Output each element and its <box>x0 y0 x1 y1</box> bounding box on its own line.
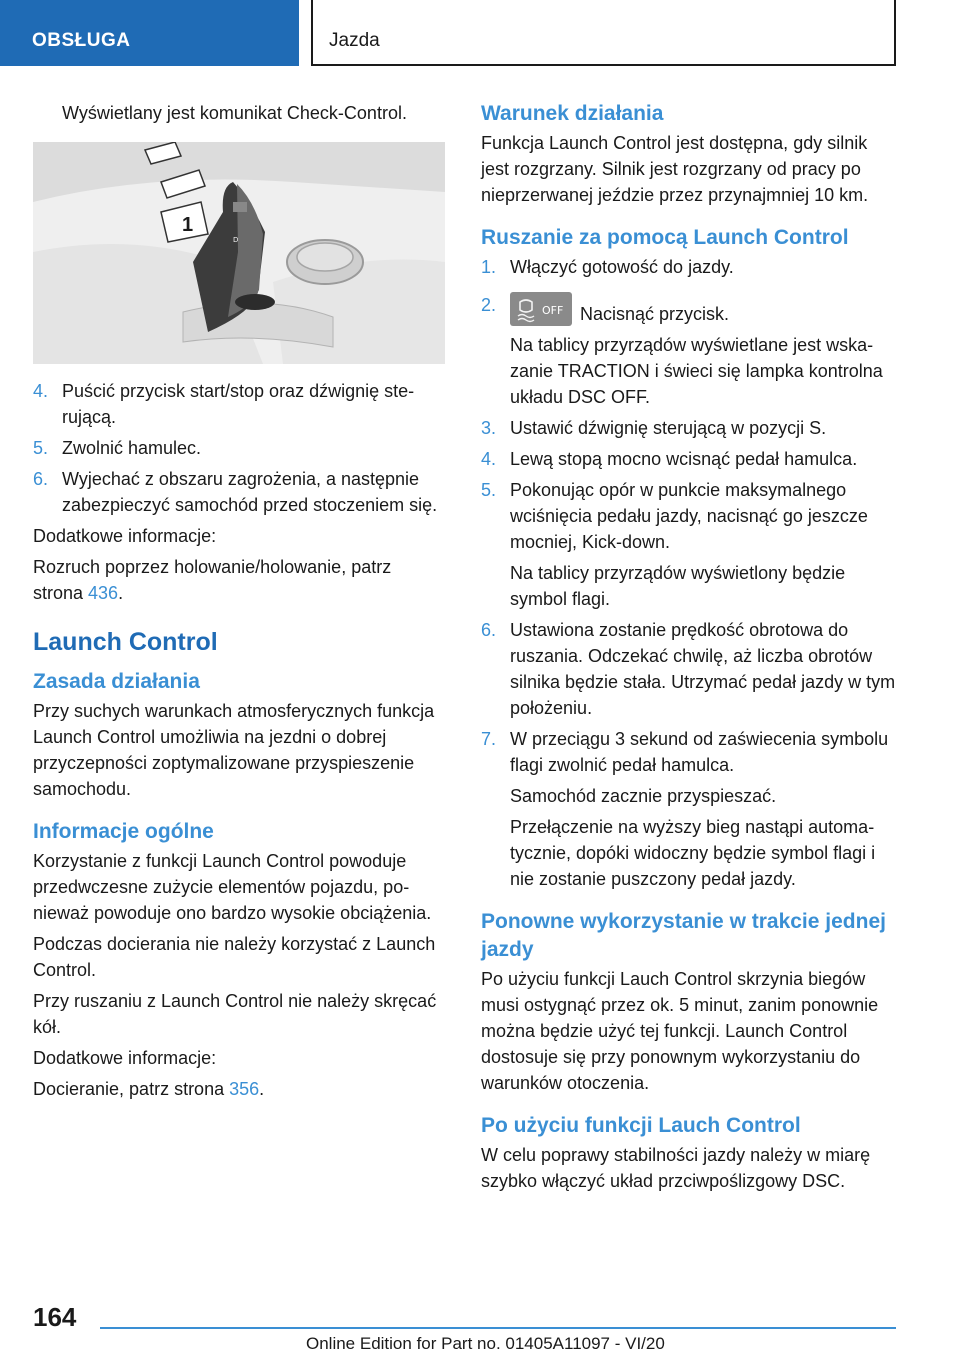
list-item <box>481 726 897 892</box>
list-item <box>33 466 445 518</box>
condition-title: Warunek działania <box>481 102 664 125</box>
after-use-title: Po użyciu funkcji Lauch Control <box>481 1114 801 1137</box>
list-item <box>33 378 445 430</box>
section-tab <box>0 0 299 66</box>
towing-reference: Rozruch poprzez holowanie/holowanie, patrz strona 436. <box>33 557 392 603</box>
step-text: Nacisnąć przycisk. <box>580 304 730 324</box>
chapter-tab <box>311 0 896 66</box>
dsc-off-button-icon <box>510 292 572 326</box>
principle-text: Przy suchych warunkach atmosferycznych funkcja Launch Control umożliwia na jezdni o dobrej przyczepności zoptymalizowane przyspieszenie samochodu. <box>33 701 435 799</box>
step-number: 5. <box>33 438 49 458</box>
right-column <box>481 100 897 1199</box>
reuse-text: Po użyciu funkcji Lauch Control skrzynia biegów musi ostygnąć przez ok. 5 minut, zanim ponownie można będzie użyć tej funkcji. Launch Control dostosuje się przy ponownym wykorzystaniu do warunków otoczenia. <box>481 969 879 1093</box>
break-in-text: Docieranie, patrz strona <box>33 1079 230 1099</box>
extra-info-label: Dodatkowe informacje: <box>33 526 217 546</box>
intro-text: Wyświetlany jest komunikat Check-Control. <box>62 103 407 123</box>
step-text: Puścić przycisk start/stop oraz dźwignię sterującą. <box>62 381 415 427</box>
left-column <box>33 100 445 1107</box>
general-paragraph-1: Korzystanie z funkcji Launch Control powoduje przedwczesne zużycie elementów pojazdu, ponieważ powoduje ono bardzo wysokie obciążenia. <box>33 851 432 923</box>
gear-selector-illustration <box>33 142 445 364</box>
general-paragraph-3: Przy ruszaniu z Launch Control nie należy skręcać kół. <box>33 991 437 1037</box>
step-number: 6. <box>33 469 49 489</box>
step-text: Wyjechać z obszaru zagrożenia, a następnie zabezpieczyć samochód przed stoczeniem się. <box>62 469 438 515</box>
step-text: Ustawiona zostanie prędkość obrotowa do ruszania. Odczekać chwilę, aż liczba obrotów silnika będzie stała. Utrzymać pedał jazdy w tym położeniu. <box>510 620 896 718</box>
step-subtext: Samochód zacznie przyspieszać. <box>510 786 777 806</box>
list-item <box>481 292 897 410</box>
step-number: 6. <box>481 620 497 640</box>
step-text: W przeciągu 3 sekund od zaświecenia symbolu flagi zwolnić pedał hamulca. <box>510 729 889 775</box>
list-item <box>481 254 897 280</box>
step-subtext: Na tablicy przyrządów wyświetlony będzie symbol flagi. <box>510 563 846 609</box>
step-text: Pokonując opór w punkcie maksymalnego wciśnięcia pedału jazdy, nacisnąć go jeszcze mocniej, Kick-down. <box>510 480 868 552</box>
after-use-text: W celu poprawy stabilności jazdy należy w miarę szybko włączyć układ przciwpoślizgowy DSC. <box>481 1145 871 1191</box>
condition-text: Funkcja Launch Control jest dostępna, gdy silnik jest rozgrzany. Silnik jest rozgrzany od pracy po nieprzerwanej jeździe przez przynajmniej 10 km. <box>481 133 869 205</box>
step-number: 1. <box>481 257 497 277</box>
list-item <box>481 617 897 721</box>
step-text: Zwolnić hamulec. <box>62 438 202 458</box>
off-icon-label: OFF <box>542 304 564 317</box>
list-item <box>481 446 897 472</box>
step-text: Ustawić dźwignię sterującą w pozycji S. <box>510 418 827 438</box>
start-title: Ruszanie za pomocą Launch Control <box>481 226 849 249</box>
edition-footer: Online Edition for Part no. 01405A11097 - VI/20 <box>306 1334 665 1353</box>
gear-selector-figure <box>33 142 445 364</box>
chapter-title: Jazda <box>329 30 380 51</box>
svg-text:D: D <box>233 236 239 244</box>
launch-control-title: Launch Control <box>33 628 218 656</box>
step-number: 3. <box>481 418 497 438</box>
section-title: OBSŁUGA <box>32 30 131 51</box>
break-in-page-link[interactable]: 356 <box>229 1079 260 1099</box>
towing-page-link[interactable]: 436 <box>88 583 119 603</box>
footer-divider <box>100 1327 896 1329</box>
steps-list-right <box>481 254 897 892</box>
list-item <box>33 435 445 461</box>
towing-text: Rozruch poprzez holowanie/holowanie, patrz strona <box>33 557 392 603</box>
step-text: Lewą stopą mocno wcisnąć pedał hamulca. <box>510 449 858 469</box>
step-subtext-2: Przełączenie na wyższy bieg nastąpi automatycznie, dopóki widoczny będzie symbol flagi i nie zostanie puszczony pedał jazdy. <box>510 817 876 889</box>
steps-list-left <box>33 378 445 518</box>
break-in-reference: Docieranie, patrz strona 356. <box>33 1079 265 1099</box>
step-text: Włączyć gotowość do jazdy. <box>510 257 734 277</box>
general-info-title: Informacje ogólne <box>33 820 214 843</box>
step-number: 2. <box>481 295 497 315</box>
step-number: 4. <box>33 381 49 401</box>
reuse-title: Ponowne wykorzystanie w trakcie jednej jazdy <box>481 910 886 961</box>
list-item <box>481 477 897 612</box>
list-item <box>481 415 897 441</box>
page-number: 164 <box>33 1302 77 1332</box>
extra-info-label-2: Dodatkowe informacje: <box>33 1048 217 1068</box>
step-number: 5. <box>481 480 497 500</box>
step-number: 7. <box>481 729 497 749</box>
step-number: 4. <box>481 449 497 469</box>
step-subtext: Na tablicy przyrządów wyświetlane jest wskazanie TRACTION i świeci się lampka kontrolna układu DSC OFF. <box>510 335 883 407</box>
principle-title: Zasada działania <box>33 670 200 693</box>
general-paragraph-2: Podczas docierania nie należy korzystać z Launch Control. <box>33 934 436 980</box>
figure-callout-1: 1 <box>182 214 194 236</box>
